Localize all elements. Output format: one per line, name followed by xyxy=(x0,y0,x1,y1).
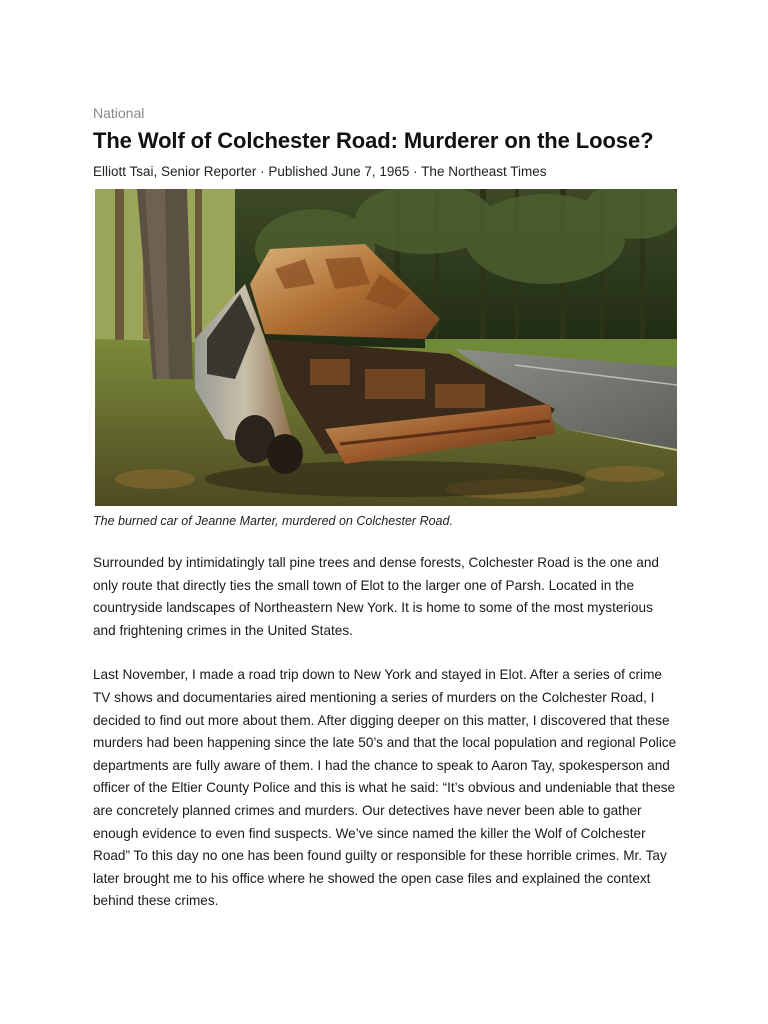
article-photo-burned-car xyxy=(95,189,677,506)
article-headline: The Wolf of Colchester Road: Murderer on the Loose? xyxy=(93,128,654,153)
article-byline: Elliott Tsai, Senior Reporter · Published June 7, 1965 · The Northeast Times xyxy=(93,164,547,179)
article-body xyxy=(93,552,677,913)
article xyxy=(93,104,677,935)
section-label: National xyxy=(93,105,145,121)
article-paragraph: Last November, I made a road trip down to New York and stayed in Elot. After a series of crime TV shows and documentaries aired mentioning a series of murders on the Colchester Road, I decided to find out more about them. After digging deeper on this matter, I discovered that these murders had been happening since the late 50’s and that the local population and regional Police departments are fully aware of them. I had the chance to speak to Aaron Tay, spokesperson and officer of the Eltier County Police and this is what he said: “It’s obvious and undeniable that these are concretely planned crimes and murders. Our detectives have never been able to gather enough evidence to even find suspects. We’ve since named the killer the Wolf of Colchester Road” To this day no one has been found guilty or responsible for these horrible crimes. Mr. Tay later brought me to his office where he showed the open case files and explained the context behind these crimes. xyxy=(93,667,677,909)
article-paragraph: Surrounded by intimidatingly tall pine trees and dense forests, Colchester Road is the one and only route that directly ties the small town of Elot to the larger one of Parsh. Located in the countryside landscapes of Northeastern New York. It is home to some of the most mysterious and frightening crimes in the United States. xyxy=(93,555,659,638)
photo-caption: The burned car of Jeanne Marter, murdered on Colchester Road. xyxy=(93,514,453,528)
